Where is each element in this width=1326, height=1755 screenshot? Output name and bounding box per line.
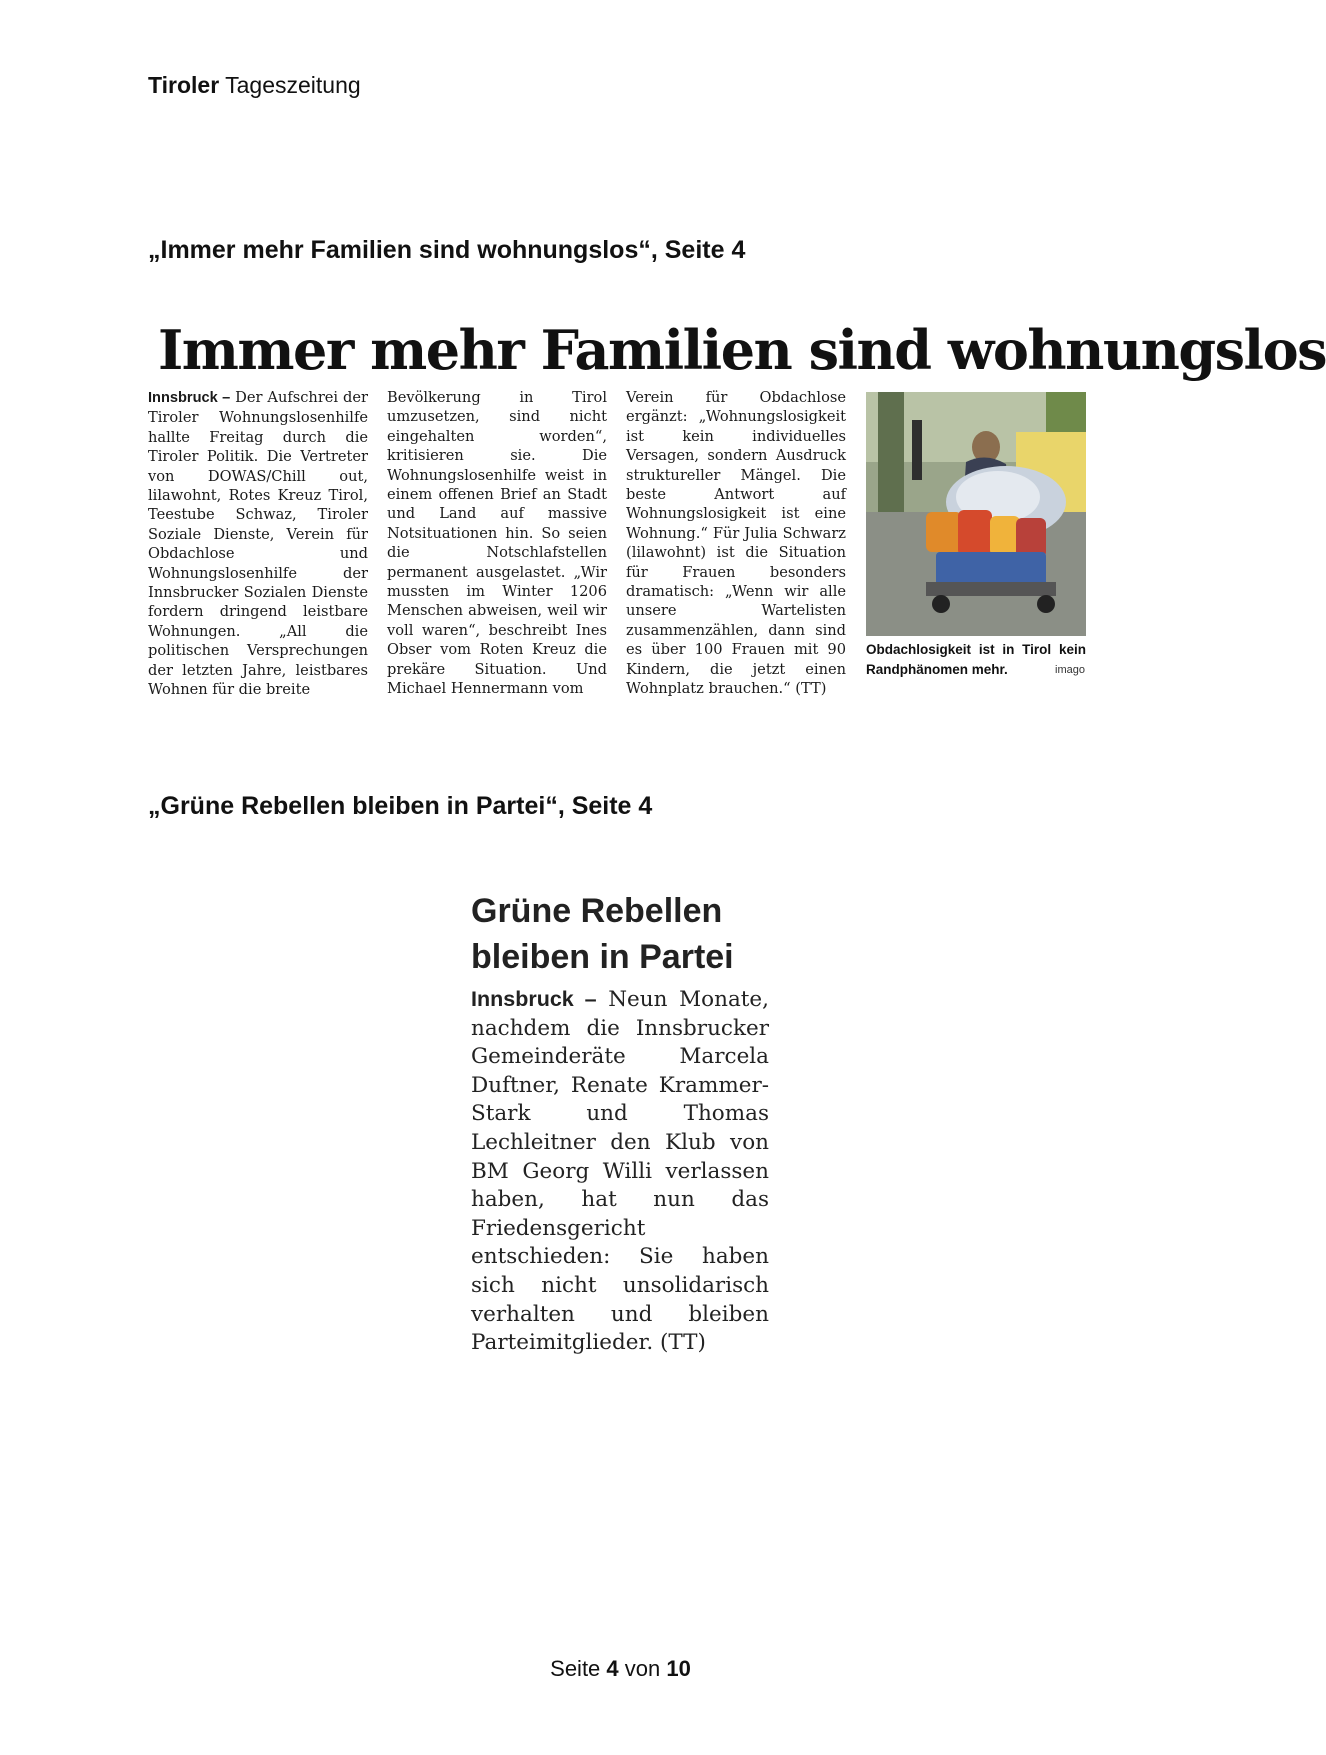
page-number-middle: von bbox=[618, 1656, 667, 1681]
section-title-2: „Grüne Rebellen bleiben in Partei“, Seite 4 bbox=[148, 792, 653, 820]
article-column-3: Verein für Obdachlose ergänzt: „Wohnungslosigkeit ist kein individuelles Versagen, sondern Ausdruck struktureller Mängel. Die beste Antwort auf Wohnungslosigkeit ist eine Wohnung.“ Für Julia Schwarz (lilawohnt) ist die Situation für Frauen besonders dramatisch: „Wenn wir alle unsere Wartelisten zusammenzählen, dann sind es über 100 Frauen mit 90 Kindern, die jetzt einen Wohnplatz brauchen.“ (TT) bbox=[626, 389, 846, 698]
article-headline: Immer mehr Familien sind wohnungslos bbox=[158, 318, 1326, 382]
article-column-2: Bevölkerung in Tirol umzusetzen, sind nicht eingehalten worden“, kritisieren sie. Die Wohnungslosenhilfe weist in einem offenen Brief an Stadt und Land auf massive Notsituationen hin. So seien die Notschlafstellen permanent ausgelastet. „Wir mussten im Winter 1206 Menschen abweisen, weil wir voll waren“, beschreibt Ines Obser vom Roten Kreuz die prekäre Situation. Und Michael Hennermann vom bbox=[387, 389, 607, 698]
section-title-1: „Immer mehr Familien sind wohnungslos“, Seite 4 bbox=[148, 236, 746, 264]
article-2-dateline: Innsbruck – bbox=[471, 987, 597, 1011]
newspaper-name-rest: Tageszeitung bbox=[219, 72, 361, 98]
article-2-headline: Grüne Rebellen bleiben in Partei bbox=[471, 892, 734, 976]
photo-caption: Obdachlosigkeit ist in Tirol kein Randphänomen mehr. bbox=[866, 642, 1086, 677]
page-number-total: 10 bbox=[666, 1656, 691, 1681]
photo-illustration bbox=[866, 392, 1086, 636]
article-2-text: Neun Monate, nachdem die Innsbrucker Gemeinderäte Marcela Duftner, Renate Krammer-Stark und Thomas Lechleitner den Klub von BM Georg Willi verlassen haben, hat nun das Friedensgericht entschieden: Sie haben sich nicht unsolidarisch verhalten und bleiben Parteimitglieder. (TT) bbox=[471, 987, 769, 1356]
page-number bbox=[0, 1656, 1241, 1682]
photo-credit: imago bbox=[1055, 664, 1085, 676]
homeless-person-photo bbox=[866, 392, 1086, 636]
page-number-prefix: Seite bbox=[550, 1656, 607, 1681]
article-2-body bbox=[471, 985, 769, 1358]
article-column-1-text: Der Aufschrei der Tiroler Wohnungslosenhilfe hallte Freitag durch die Tiroler Politik. Die Vertreter von DOWAS/Chill out, lilawohnt, Rotes Kreuz Tirol, Teestube Schwaz, Tiroler Soziale Dienste, Verein für Obdachlose und Wohnungslosenhilfe der Innsbrucker Sozialen Dienste fordern dringend leistbare Wohnungen. „All die politischen Versprechungen der letzten Jahre, leistbares Wohnen für die breite bbox=[148, 389, 368, 699]
page-number-current: 4 bbox=[606, 1656, 619, 1681]
article-dateline: Innsbruck – bbox=[148, 390, 231, 406]
newspaper-name-bold: Tiroler bbox=[148, 72, 220, 98]
newspaper-name bbox=[148, 72, 361, 99]
article-column-1 bbox=[148, 388, 368, 699]
